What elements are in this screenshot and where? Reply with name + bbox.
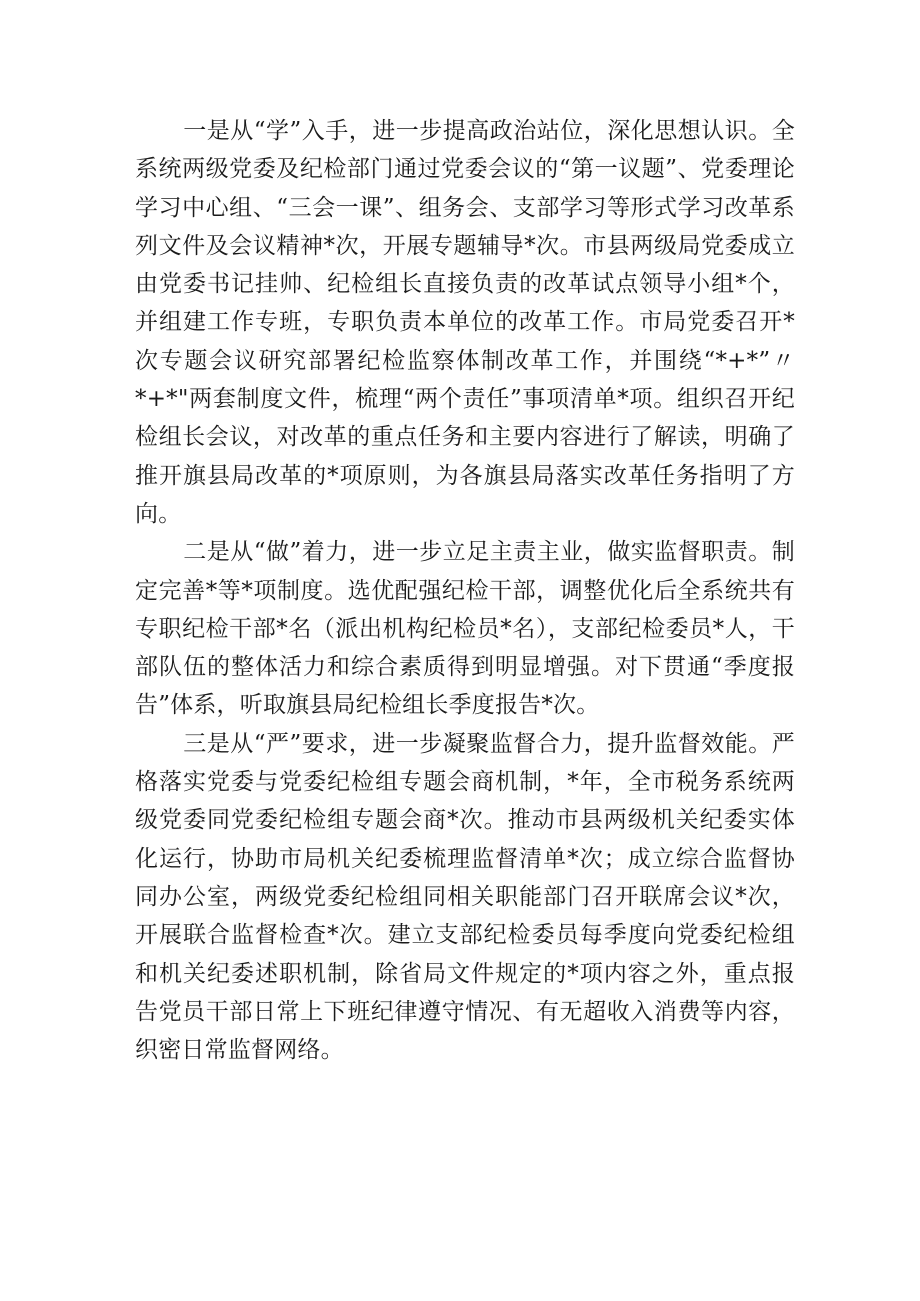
document-body — [135, 112, 795, 1069]
paragraph-1: 一是从“学”入手，进一步提高政治站位，深化思想认识。全系统两级党委及纪检部门通过党委会议的“第一议题”、党委理论学习中心组、“三会一课”、组务会、支部学习等形式学习改革系列文件及会议精神*次，开展专题辅导*次。市县两级局党委成立由党委书记挂帅、纪检组长直接负责的改革试点领导小组*个，并组建工作专班，专职负责本单位的改革工作。市局党委召开*次专题会议研究部署纪检监察体制改革工作，并围绕“*+*”〃*+*"两套制度文件，梳理“两个责任”事项清单*项。组织召开纪检组长会议，对改革的重点任务和主要内容进行了解读，明确了推开旗县局改革的*项原则，为各旗县局落实改革任务指明了方向。 — [135, 118, 795, 527]
paragraph-2: 二是从“做”着力，进一步立足主责主业，做实监督职责。制定完善*等*项制度。选优配强纪检干部，调整优化后全系统共有专职纪检干部*名（派出机构纪检员*名），支部纪检委员*人，干部队伍的整体活力和综合素质得到明显增强。对下贯通“季度报告”体系，听取旗县局纪检组长季度报告*次。 — [135, 539, 795, 719]
paragraph-3: 三是从“严”要求，进一步凝聚监督合力，提升监督效能。严格落实党委与党委纪检组专题会商机制，*年，全市税务系统两级党委同党委纪检组专题会商*次。推动市县两级机关纪委实体化运行，协助市局机关纪委梳理监督清单*次；成立综合监督协同办公室，两级党委纪检组同相关职能部门召开联席会议*次，开展联合监督检查*次。建立支部纪检委员每季度向党委纪检组和机关纪委述职机制，除省局文件规定的*项内容之外，重点报告党员干部日常上下班纪律遵守情况、有无超收入消费等内容，织密日常监督网络。 — [135, 730, 795, 1064]
